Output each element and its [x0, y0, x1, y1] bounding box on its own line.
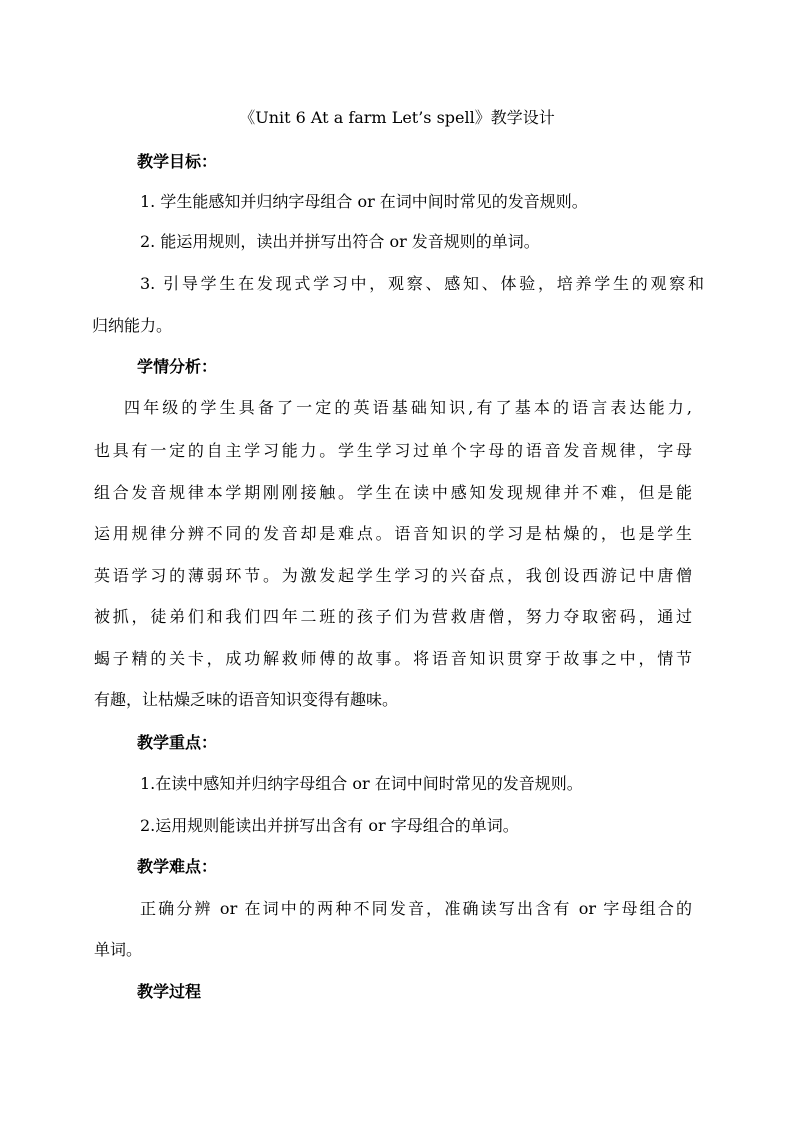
process-heading: 教学过程 [137, 982, 202, 1001]
difficulties-line-2: 单词。 [94, 940, 143, 959]
analysis-line: 运用规律分辨不同的发音却是难点。语音知识的学习是枯燥的，也是学生 [94, 524, 692, 543]
document-title: 《Unit 6 At a farm Let’s spell》教学设计 [239, 108, 555, 127]
key-point-item-1: 1.在读中感知并归纳字母组合 or 在词中间时常见的发音规则。 [140, 774, 583, 793]
objective-item-3-line-2: 归纳能力。 [92, 316, 173, 335]
key-point-item-2: 2.运用规则能读出并拼写出含有 or 字母组合的单词。 [140, 816, 519, 835]
difficulties-line-1: 正确分辨 or 在词中的两种不同发音，准确读写出含有 or 字母组合的 [140, 899, 692, 918]
analysis-line: 英语学习的薄弱环节。为激发起学生学习的兴奋点，我创设西游记中唐僧 [94, 566, 692, 585]
analysis-heading: 学情分析： [137, 357, 218, 376]
analysis-line: 蝎子精的关卡，成功解救师傅的故事。将语音知识贯穿于故事之中，情节 [94, 649, 692, 668]
difficulties-heading: 教学难点： [137, 857, 218, 876]
objective-item-2: 2. 能运用规则，读出并拼写出符合 or 发音规则的单词。 [140, 232, 540, 251]
analysis-line: 四年级的学生具备了一定的英语基础知识,有了基本的语言表达能力, [124, 398, 692, 417]
analysis-line: 也具有一定的自主学习能力。学生学习过单个字母的语音发音规律，字母 [94, 441, 692, 460]
objective-item-1: 1. 学生能感知并归纳字母组合 or 在词中间时常见的发音规则。 [140, 192, 588, 211]
analysis-line: 有趣，让枯燥乏味的语音知识变得有趣味。 [94, 690, 399, 709]
analysis-line: 被抓，徒弟们和我们四年二班的孩子们为营救唐僧，努力夺取密码，通过 [94, 607, 692, 626]
objective-item-3-line-1: 3. 引导学生在发现式学习中，观察、感知、体验，培养学生的观察和 [140, 274, 704, 293]
analysis-line: 组合发音规律本学期刚刚接触。学生在读中感知发现规律并不难，但是能 [94, 483, 692, 502]
objectives-heading: 教学目标： [137, 152, 218, 171]
key-points-heading: 教学重点： [137, 733, 218, 752]
